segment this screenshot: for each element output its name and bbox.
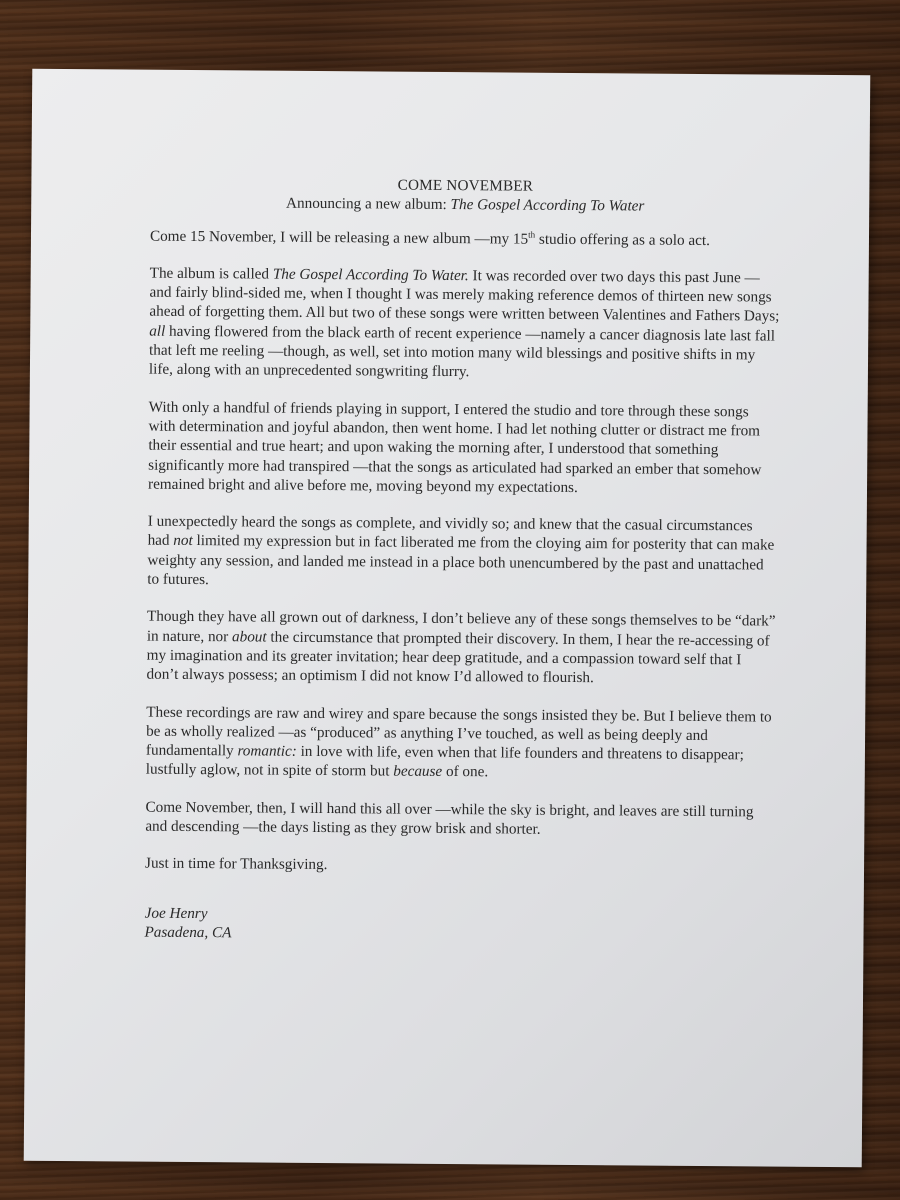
- p1-text-b: studio offering as a solo act.: [535, 230, 710, 249]
- p5-text-a: Though they have all grown out of darkness, I don’t believe any of these songs themselves to be “dark” in nature, nor: [146, 607, 776, 645]
- paragraph-3: With only a handful of friends playing in support, I entered the studio and tore through these songs with determination and joyful abandon, then went home. I had let nothing clutter or distract me from their essential and true heart; and upon waking the morning after, I understood that something significantly more had transpired —that the songs as articulated had sparked an ember that somehow remained bright and alive before me, moving beyond my expectations.: [147, 398, 762, 496]
- p6-emphasis-romantic: romantic:: [237, 742, 297, 760]
- p6-text-a: These recordings are raw and wirey and spare because the songs insisted they be. But I believe them to be as wholly realized —as “produced” as anything I’ve touched, as well as being deeply and fundamentally: [145, 703, 772, 760]
- subtitle-prefix: Announcing a new album:: [286, 195, 451, 214]
- paper-sheet: [24, 69, 871, 1168]
- signature-block: [144, 903, 774, 947]
- p5-emphasis-about: about: [231, 627, 267, 646]
- p1-superscript: th: [528, 229, 536, 240]
- paragraph-7: Come November, then, I will hand this all over —while the sky is bright, and leaves are still turning and descending —the days listing as they grow brisk and shorter.: [145, 798, 754, 838]
- p4-text-b: limited my expression but in fact liberated me from the cloying aim for posterity that can make weighty any session, and landed me instead in a place both unencumbered by the past and unattached to futures.: [147, 532, 775, 589]
- p4-emphasis-not: not: [173, 532, 193, 550]
- signature-place: Pasadena, CA: [144, 923, 232, 942]
- subtitle-album-title: The Gospel According To Water: [450, 196, 645, 215]
- paragraph-5: [146, 607, 777, 689]
- paragraph-1: [150, 226, 780, 250]
- p2-text-a: The album is called: [149, 264, 273, 283]
- p5-text-b: the circumstance that prompted their discovery. In them, I hear the re-accessing of my imagination and its greater invitation; hear deep gratitude, and a compassion toward self that I don’t always possess; an optimism I did not know I’d allowed to flourish.: [146, 628, 770, 687]
- p2-text-c: having flowered from the black earth of recent experience —namely a cancer diagnosis late last fall that left me reeling —though, as well, set into motion many wild blessings and positive shifts in my life, along with an unprecedented songwriting flurry.: [148, 322, 776, 381]
- p4-text-a: I unexpectedly heard the songs as complete, and vividly so; and knew that the casual circumstances had: [147, 512, 753, 550]
- paragraph-8: Just in time for Thanksgiving.: [144, 854, 328, 874]
- p2-emphasis-all: all: [149, 322, 166, 340]
- letter-body: [144, 174, 780, 947]
- paragraph-2: [149, 264, 780, 385]
- signature-name: Joe Henry: [144, 904, 208, 922]
- letter-subtitle: [150, 193, 780, 217]
- p6-emphasis-because: because: [393, 763, 443, 781]
- p2-album-title: The Gospel According To Water.: [272, 265, 469, 285]
- p6-text-c: of one.: [442, 763, 489, 781]
- p6-text-b: in love with life, even when that life founders and threatens to disappear; lustfully aglow, not in spite of storm but: [145, 742, 744, 781]
- p2-text-b: It was recorded over two days this past June —and fairly blind-sided me, when I thought I was merely making reference demos of thirteen new songs ahead of forgetting them. All but two of these songs were written between Valentines and Fathers Days;: [149, 267, 780, 326]
- p1-text-a: Come 15 November, I will be releasing a new album —my 15: [149, 227, 529, 248]
- paragraph-6: [146, 702, 777, 784]
- letter-title: COME NOVEMBER: [397, 176, 534, 195]
- paragraph-4: [147, 512, 778, 594]
